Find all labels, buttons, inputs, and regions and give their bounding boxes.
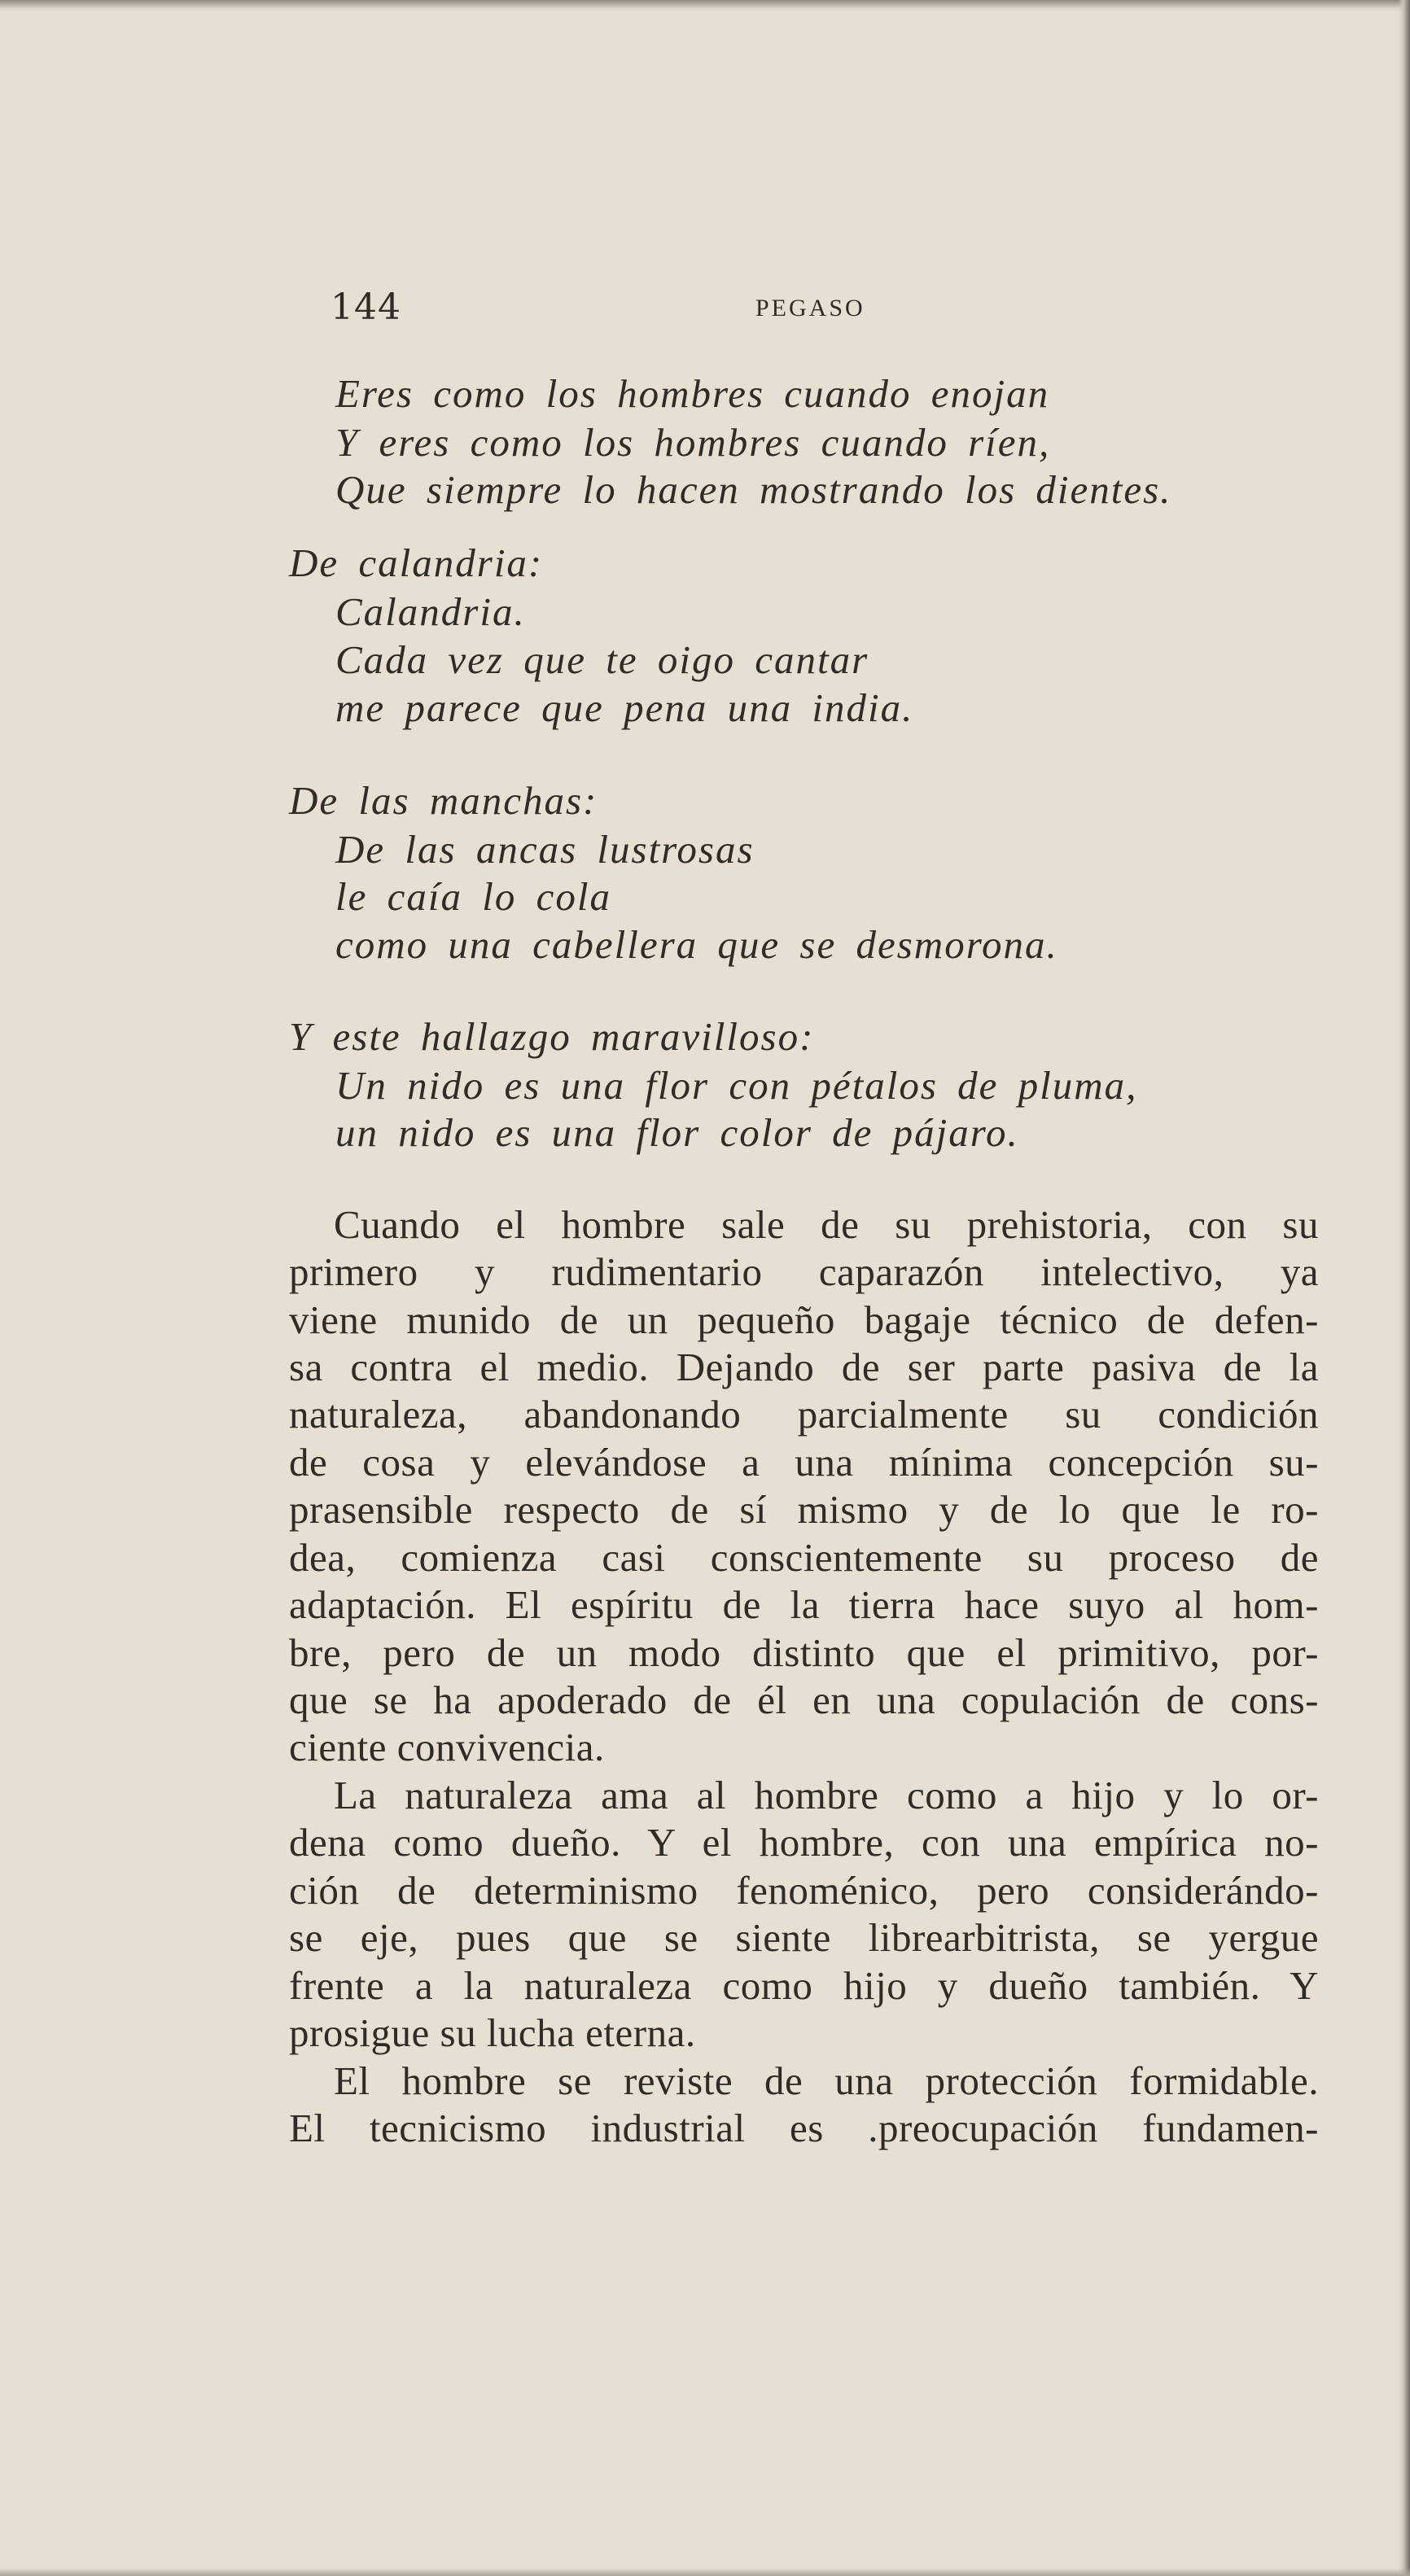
running-head: PEGASO [755,295,865,321]
paragraph-line: frente a la naturaleza como hijo y dueño también. Y [289,1963,1319,2008]
paragraph-line: La naturaleza ama al hombre como a hijo y lo or- [334,1773,1319,1817]
verse-line: le caía lo cola [335,874,611,919]
paragraph-line: ciente convivencia. [289,1725,605,1769]
verse-heading: De las manchas: [289,778,598,823]
verse-line: me parece que pena una india. [335,685,914,730]
verse-line: Un nido es una flor con pétalos de pluma, [335,1063,1138,1108]
paragraph-line: ción de determinismo fenoménico, pero considerándo- [289,1868,1319,1913]
verse-line: Calandria. [335,589,526,634]
paragraph-line: viene munido de un pequeño bagaje técnico de defen- [289,1297,1319,1342]
page-bottom-edge [0,2568,1410,2576]
paragraph-line: de cosa y elevándose a una mínima concepción su- [289,1440,1319,1485]
paragraph-line: dea, comienza casi conscientemente su proceso de [289,1535,1319,1580]
verse-heading: Y este hallazgo maravilloso: [289,1014,815,1059]
verse-line: como una cabellera que se desmorona. [335,922,1058,967]
page-right-edge [1399,0,1410,2576]
paragraph-line: sa contra el medio. Dejando de ser parte pasiva de la [289,1345,1319,1389]
paragraph-line: bre, pero de un modo distinto que el primitivo, por- [289,1630,1319,1675]
verse-line: De las ancas lustrosas [335,827,755,872]
paragraph-line: prasensible respecto de sí mismo y de lo que le ro- [289,1487,1319,1532]
verse-line: Cada vez que te oigo cantar [335,637,869,682]
verse-line: Y eres como los hombres cuando ríen, [335,420,1051,465]
verse-line: Eres como los hombres cuando enojan [335,371,1050,416]
paragraph-line: primero y rudimentario caparazón intelectivo, ya [289,1249,1319,1294]
paragraph-line: adaptación. El espíritu de la tierra hace suyo al hom- [289,1582,1319,1627]
paragraph-line: naturaleza, abandonando parcialmente su condición [289,1392,1319,1437]
verse-heading: De calandria: [289,540,544,585]
paragraph-line: Cuando el hombre sale de su prehistoria, con su [334,1202,1319,1247]
paragraph-line: dena como dueño. Y el hombre, con una empírica no- [289,1820,1319,1865]
paragraph-line: prosigue su lucha eterna. [289,2010,696,2055]
verse-line: Que siempre lo hacen mostrando los dientes. [335,467,1172,512]
paragraph-line: El hombre se reviste de una protección formidable. [334,2058,1319,2103]
verse-line: un nido es una flor color de pájaro. [335,1110,1019,1155]
paragraph-line: se eje, pues que se siente librearbitrista, se yergue [289,1915,1319,1960]
page-number: 144 [331,286,401,328]
paragraph-line: El tecnicismo industrial es .preocupación fundamen- [289,2106,1319,2150]
paragraph-line: que se ha apoderado de él en una copulación de cons- [289,1677,1319,1722]
page-top-edge [0,0,1410,11]
